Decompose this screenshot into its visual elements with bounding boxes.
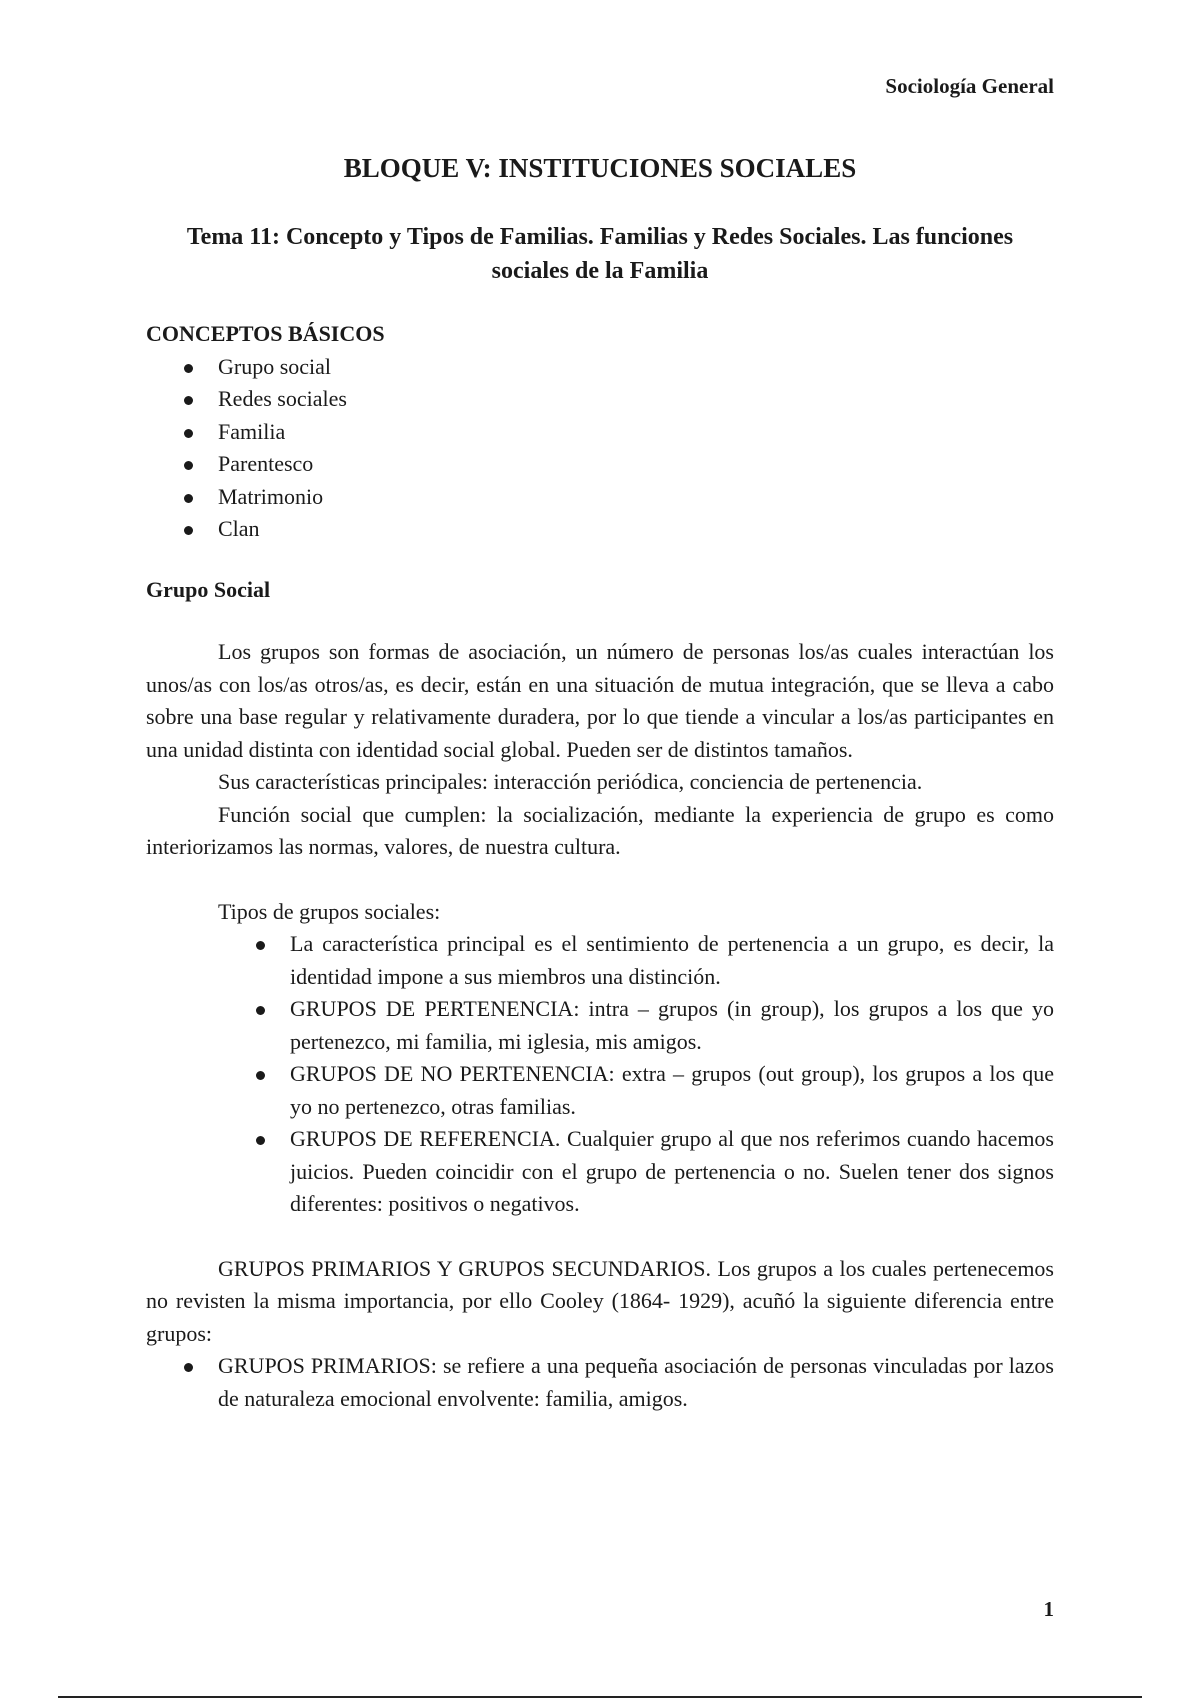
tema-title-line1: Tema 11: Concepto y Tipos de Familias. Familias y Redes Sociales. Las funciones [186, 224, 1014, 250]
primarios-list [146, 1350, 1054, 1415]
bullet-icon [184, 364, 193, 373]
list-item: GRUPOS PRIMARIOS: se refiere a una pequeña asociación de personas vinculadas por lazos de naturaleza emocional envolvente: familia, amigos. [146, 1350, 1054, 1415]
list-item: Parentesco [146, 448, 1054, 481]
bullet-icon [184, 494, 193, 503]
primarios-paragraph: GRUPOS PRIMARIOS Y GRUPOS SECUNDARIOS. Los grupos a los cuales pertenecemos no revisten la misma importancia, por ello Cooley (1864- 1929), acuñó la siguiente diferencia entre grupos: [146, 1255, 1054, 1346]
bullet-icon [256, 1071, 265, 1080]
bullet-icon [184, 1363, 193, 1372]
bullet-icon [256, 1006, 265, 1015]
tipos-intro: Tipos de grupos sociales: [218, 898, 441, 924]
grupo-social-paragraph-3: Función social que cumplen: la socialización, mediante la experiencia de grupo es como interiorizamos las normas, valores, de nuestra cultura. [146, 801, 1054, 859]
page-bottom-divider [58, 1696, 1142, 1698]
grupo-social-heading: Grupo Social [146, 576, 271, 602]
page-content [146, 140, 1054, 1415]
list-item: Familia [146, 416, 1054, 449]
bullet-icon [184, 461, 193, 470]
page-number: 1 [1043, 1597, 1054, 1621]
list-item: GRUPOS DE REFERENCIA. Cualquier grupo al que nos referimos cuando hacemos juicios. Pueden coincidir con el grupo de pertenencia o no. Suelen tener dos signos diferentes: positivos o negativos. [146, 1123, 1054, 1221]
list-item: GRUPOS DE PERTENENCIA: intra – grupos (in group), los grupos a los que yo pertenezco, mi familia, mi iglesia, mis amigos. [146, 993, 1054, 1058]
bullet-icon [256, 941, 265, 950]
grupo-social-paragraph-2: Sus características principales: interacción periódica, conciencia de pertenencia. [218, 769, 923, 794]
bullet-icon [256, 1136, 265, 1145]
tipos-list [146, 928, 1054, 1221]
bullet-icon [184, 429, 193, 438]
bullet-icon [184, 526, 193, 535]
running-header: Sociología General [885, 74, 1054, 98]
list-item: Matrimonio [146, 481, 1054, 514]
grupo-social-paragraph-1: Los grupos son formas de asociación, un número de personas los/as cuales interactúan los unos/as con los/as otros/as, es decir, están en una situación de mutua integración, que se lleva a cabo sobre una base regular y relativamente duradera, por lo que tiende a vincular a los/as participantes en una unidad distinta con identidad social global. Pueden ser de distintos tamaños. [146, 639, 1054, 762]
conceptos-heading: CONCEPTOS BÁSICOS [146, 321, 385, 346]
list-item: Grupo social [146, 351, 1054, 384]
list-item: Clan [146, 513, 1054, 546]
tema-title-line2: sociales de la Familia [491, 258, 709, 284]
list-item: GRUPOS DE NO PERTENENCIA: extra – grupos (out group), los grupos a los que yo no pertenezco, otras familias. [146, 1058, 1054, 1123]
conceptos-list [146, 351, 1054, 546]
tema-title [146, 220, 1054, 288]
list-item: Redes sociales [146, 383, 1054, 416]
bloque-title: BLOQUE V: INSTITUCIONES SOCIALES [343, 153, 857, 183]
list-item: La característica principal es el sentimiento de pertenencia a un grupo, es decir, la identidad impone a sus miembros una distinción. [146, 928, 1054, 993]
bullet-icon [184, 396, 193, 405]
